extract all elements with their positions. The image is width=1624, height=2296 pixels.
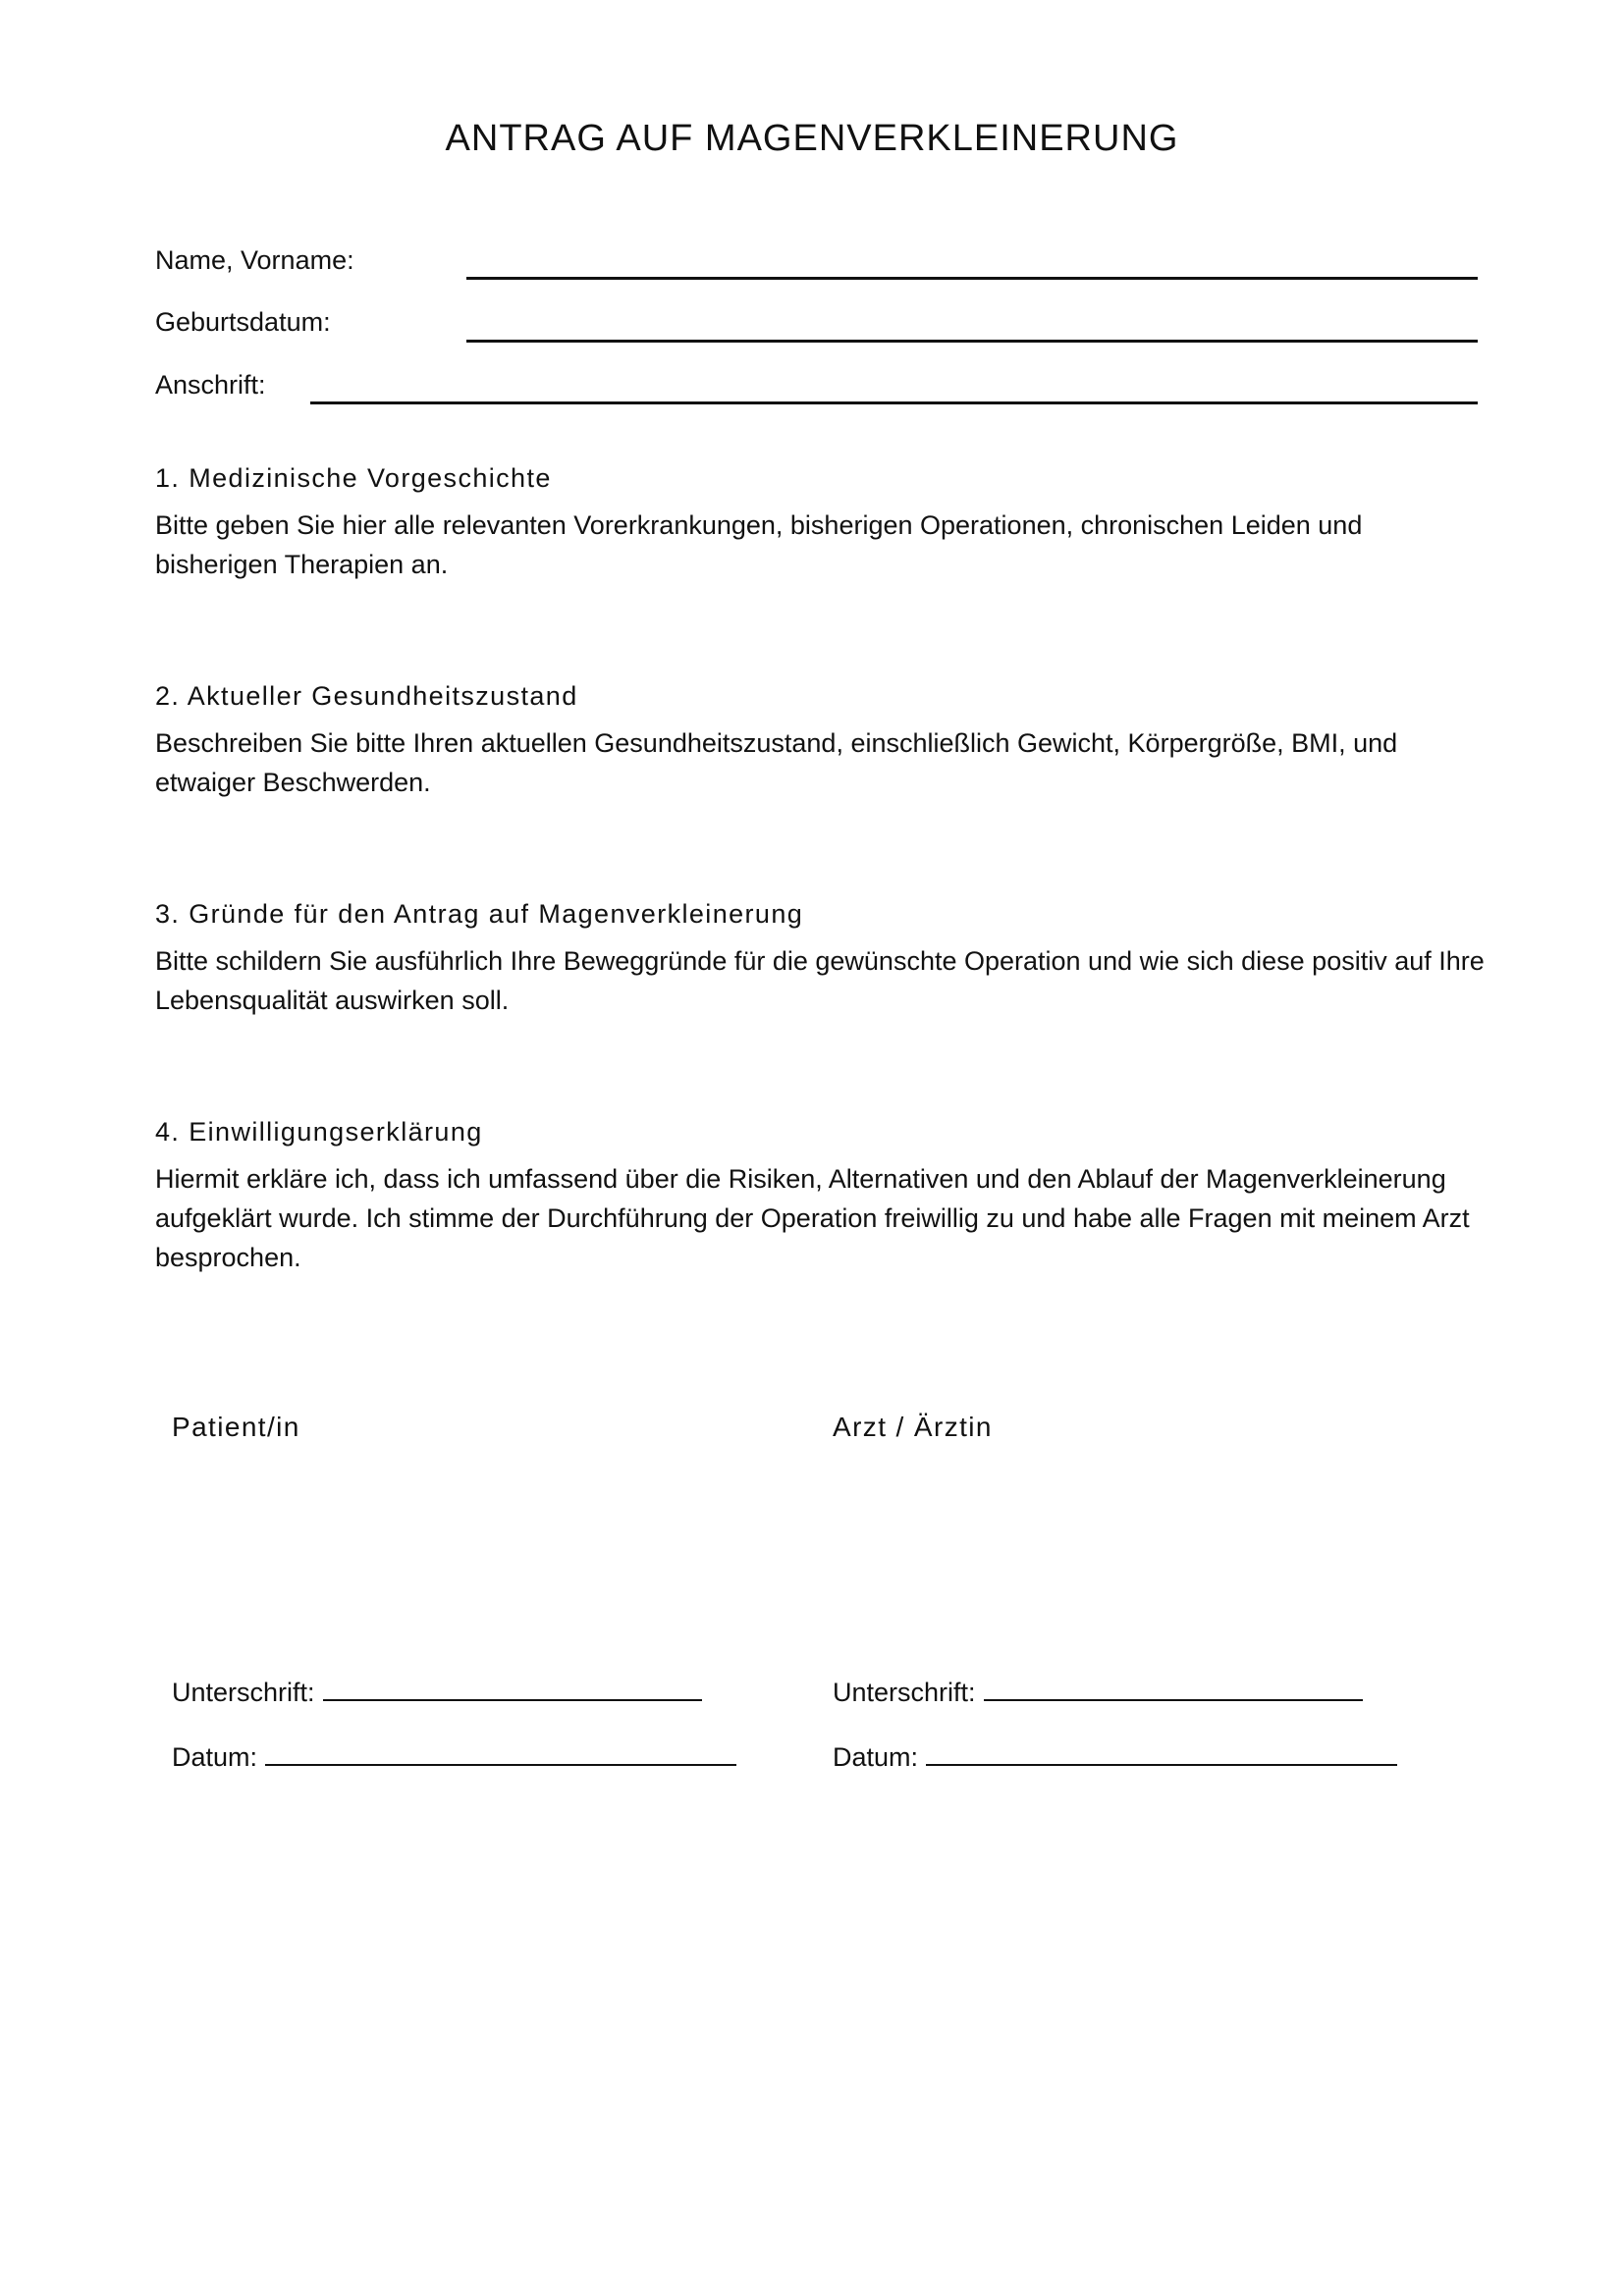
section-heading-reasons: 3. Gründe für den Antrag auf Magenverkleinerung: [155, 899, 804, 929]
birthdate-label: Geburtsdatum:: [155, 307, 331, 337]
name-label: Name, Vorname:: [155, 245, 354, 275]
section-heading-health-status: 2. Aktueller Gesundheitszustand: [155, 681, 578, 711]
patient-signature-label: Unterschrift:: [172, 1678, 315, 1707]
doctor-signature-label: Unterschrift:: [833, 1678, 976, 1707]
section-body-health-status: Beschreiben Sie bitte Ihren aktuellen Gesundheitszustand, einschließlich Gewicht, Körpergröße, BMI, und etwaiger Beschwerden.: [155, 728, 1398, 797]
doctor-role-label: Arzt / Ärztin: [833, 1412, 993, 1442]
name-field[interactable]: [466, 277, 1478, 280]
patient-signature-field[interactable]: [323, 1676, 702, 1701]
address-label: Anschrift:: [155, 370, 266, 400]
birthdate-field[interactable]: [466, 340, 1478, 343]
section-body-medical-history: Bitte geben Sie hier alle relevanten Vorerkrankungen, bisherigen Operationen, chronischen Leiden und bisherigen Therapien an.: [155, 510, 1363, 579]
doctor-date-row: [833, 1740, 1397, 1773]
patient-date-label: Datum:: [172, 1742, 258, 1772]
section-heading-consent: 4. Einwilligungserklärung: [155, 1117, 483, 1147]
doctor-date-field[interactable]: [926, 1740, 1397, 1766]
doctor-signature-row: [833, 1676, 1363, 1708]
patient-date-row: [172, 1740, 736, 1773]
patient-date-field[interactable]: [265, 1740, 736, 1766]
section-body-reasons: Bitte schildern Sie ausführlich Ihre Beweggründe für die gewünschte Operation und wie sich diese positiv auf Ihre Lebensqualität auswirken soll.: [155, 946, 1485, 1015]
patient-signature-row: [172, 1676, 702, 1708]
section-heading-medical-history: 1. Medizinische Vorgeschichte: [155, 463, 552, 493]
address-field[interactable]: [310, 401, 1478, 404]
page-title: ANTRAG AUF MAGENVERKLEINERUNG: [445, 118, 1179, 159]
doctor-date-label: Datum:: [833, 1742, 919, 1772]
section-body-consent: Hiermit erkläre ich, dass ich umfassend über die Risiken, Alternativen und den Ablauf der Magenverkleinerung aufgeklärt wurde. Ich stimme der Durchführung der Operation freiwillig zu und habe alle Fragen mit meinem Arzt besprochen.: [155, 1164, 1470, 1272]
doctor-signature-field[interactable]: [984, 1676, 1363, 1701]
patient-role-label: Patient/in: [172, 1412, 300, 1442]
